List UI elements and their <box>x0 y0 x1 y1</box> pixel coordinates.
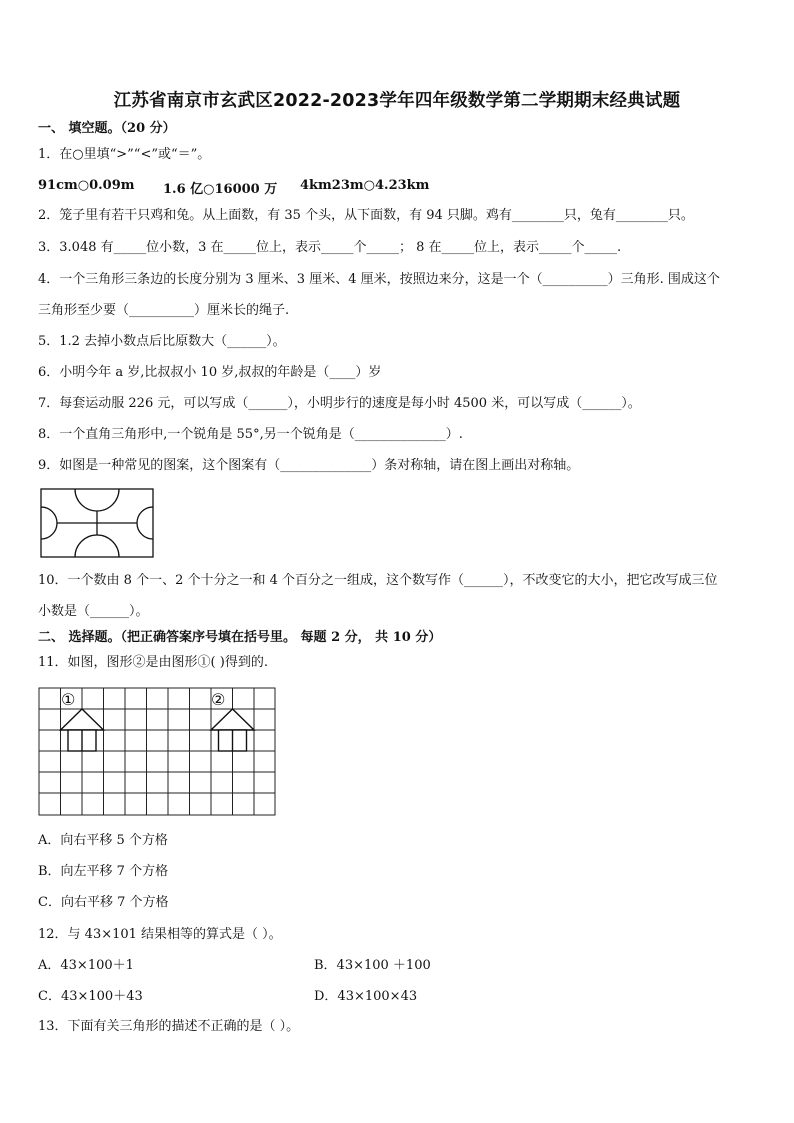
q12-option-d: D．43×100×43 <box>314 989 418 1004</box>
q11-option-b: B．向左平移 7 个方格 <box>38 864 169 879</box>
symmetry-pattern-figure <box>40 488 154 558</box>
q1-item: 1.6 亿○16000 万 <box>163 182 278 197</box>
question-11: 11．如图，图形②是由图形①( )得到的. <box>38 655 268 670</box>
label-shape-1: ① <box>61 690 76 709</box>
question-4-line-2: 三角形至少要（__________）厘米长的绳子. <box>38 303 290 318</box>
q12-option-c: C．43×100＋43 <box>38 989 143 1004</box>
question-4-line-1: 4．一个三角形三条边的长度分别为 3 厘米、3 厘米、4 厘米，按照边来分，这是一个（__________）三角形. 围成这个 <box>38 272 720 287</box>
shape-2 <box>211 709 254 751</box>
q11-option-a: A．向右平移 5 个方格 <box>38 833 168 848</box>
label-shape-2: ② <box>211 690 226 709</box>
question-5: 5．1.2 去掉小数点后比原数大（______）。 <box>38 334 286 349</box>
question-13: 13．下面有关三角形的描述不正确的是（ ）。 <box>38 1019 300 1034</box>
page-title: 江苏省南京市玄武区2022-2023学年四年级数学第二学期期末经典试题 <box>113 91 681 111</box>
q1-item: 91cm○0.09m <box>38 178 135 193</box>
question-2: 2．笼子里有若干只鸡和兔。从上面数，有 35 个头，从下面数，有 94 只脚。鸡有________只，兔有________只。 <box>38 208 694 223</box>
question-6: 6．小明今年 a 岁,比叔叔小 10 岁,叔叔的年龄是（____）岁 <box>38 365 382 380</box>
question-3: 3．3.048 有_____位小数，3 在_____位上，表示_____个_____； 8 在_____位上，表示_____个_____. <box>38 240 622 255</box>
question-1: 1．在○里填“>”“<”或“＝”。 <box>38 147 211 162</box>
q1-item: 4km23m○4.23km <box>300 178 430 193</box>
question-7: 7．每套运动服 226 元，可以写成（______），小明步行的速度是每小时 4500 米，可以写成（______）。 <box>38 396 641 411</box>
q11-option-c: C．向右平移 7 个方格 <box>38 895 169 910</box>
q12-option-b: B．43×100 ＋100 <box>314 958 431 973</box>
section-heading-fill-in: 一、 填空题。（20 分） <box>38 121 176 136</box>
shape-1 <box>61 709 104 751</box>
question-9: 9．如图是一种常见的图案，这个图案有（______________）条对称轴，请在图上画出对称轴。 <box>38 458 580 473</box>
translation-grid-figure <box>38 687 278 819</box>
question-10-line-1: 10．一个数由 8 个一、2 个十分之一和 4 个百分之一组成，这个数写作（______），不改变它的大小，把它改写成三位 <box>38 573 718 588</box>
question-8: 8．一个直角三角形中,一个锐角是 55°,另一个锐角是（______________）. <box>38 427 463 442</box>
q12-option-a: A．43×100＋1 <box>38 958 134 973</box>
question-10-line-2: 小数是（______）。 <box>38 604 149 619</box>
question-12: 12．与 43×101 结果相等的算式是（ ）。 <box>38 927 282 942</box>
section-heading-multiple-choice: 二、 选择题。（把正确答案序号填在括号里。 每题 2 分， 共 10 分） <box>38 630 442 645</box>
